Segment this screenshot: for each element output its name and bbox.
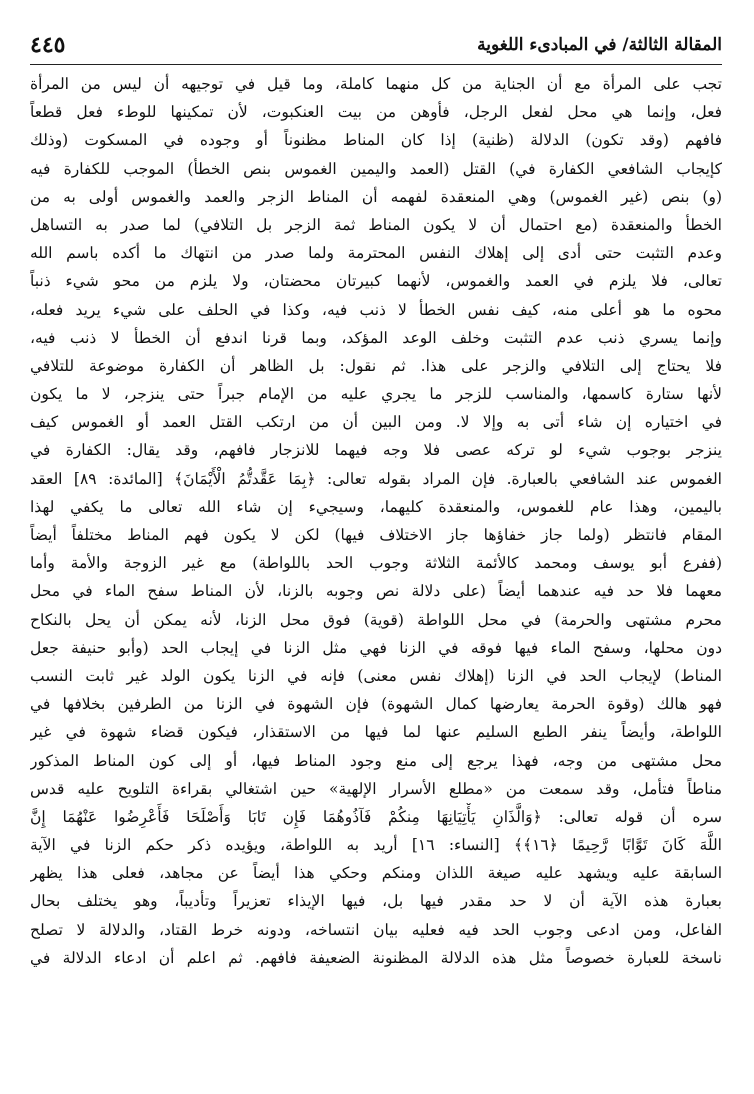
text-line: فعل، وإنما هي محل لفعل الرجل، فأوهن من بيت العنكبوت، لأن تمكينها للوطء فعل قطعاً bbox=[30, 103, 722, 122]
text-line: فلا يحتاج إلى التلافي والزجر على هذا. ثم نقول: بل الظاهر أن الكفارة موضوعة للتلافي bbox=[30, 356, 722, 375]
text-line: المناط) لإيجاب الحد في الزنا (إهلاك نفس معنى) فإنه في الزنا يكون الولد غير ثابت النسب bbox=[30, 666, 722, 685]
text-line: اللَّهَ كَانَ تَوَّابًا رَّحِيمًا ﴿١٦﴾﴾ [النساء: ١٦] أريد به اللواطة، ويؤيده ذكر حكم الزنا في الآية bbox=[30, 836, 722, 855]
running-title: المقالة الثالثة/ في المبادىء اللغوية bbox=[477, 35, 722, 55]
text-line: باليمين، وهذا عام للغموس، والمنعقدة كليهما، وسيجيء إن شاء الله تعالى ما يكفي لهذا bbox=[30, 497, 722, 516]
text-line: في اختياره إن شاء أتى به وإلا لا. ومن البين أن من ارتكب القتل العمد أو الغموس كيف bbox=[30, 413, 722, 432]
text-line: محوه ما هو أعلى منه، كيف نفس الخطأ لا ذنب فيه، وكذا في الحلف على شيء يريد فعله، bbox=[30, 300, 722, 319]
text-line: دون محلها، وسفح الماء فيها فوقه في الزنا فهي مثل الزنا في إيجاب الحد (وأبو حنيفة جعل bbox=[30, 638, 722, 657]
body-text bbox=[30, 70, 722, 972]
text-line: (و) بنص (غير الغموس) وهي المنعقدة لفهمه أن المناط الزجر والعمد والغموس أولى به من bbox=[30, 187, 722, 206]
text-line: معهما فلا حد فيه عندهما أيضاً (على دلالة نص وجوبه بالزنا، لأن المناط سفح الماء في محل bbox=[30, 582, 722, 601]
text-line: بعبارة هذه الآية أن لا حد مقدر فيها بل، فيها الإيذاء تعزيراً وتأديباً، وهو يختلف بحال bbox=[30, 892, 722, 911]
text-line: مناطاً فتأمل، وقد سمعت من «مطلع الأسرار الإلهية» حين اشتغالي بقراءة التلويح عليه قدس bbox=[30, 779, 722, 798]
text-line: لأنها ستارة كاسمها، والمناسب للزجر ما يجري عليه من الإمام جبراً حتى ينزجر، لا ما يكون bbox=[30, 385, 722, 404]
text-line: السابقة عليه ويشهد عليه صيغة اللذان ومنكم وحكي هذا أيضاً عن مجاهد، فعلى هذا يظهر bbox=[30, 864, 722, 883]
text-line: ناسخة للعبارة خصوصاً مثل هذه الدلالة المظنونة الضعيفة فافهم. ثم اعلم أن ادعاء الدلالة في bbox=[30, 948, 722, 967]
text-line: تعالى، فلا يلزم في العمد والغموس، لأنهما كبيرتان محضتان، ولا يلزم من محو شيء ذنباً bbox=[30, 272, 722, 291]
text-line: الخطأ والمنعقدة (مع احتمال أن لا يكون المناط ثمة الزجر بل التلافي) لما صدر به التساهل bbox=[30, 215, 722, 234]
text-line: تجب على المرأة مع أن الجناية من كل منهما كاملة، وما قيل في توجيهه أن ليس من المرأة bbox=[30, 75, 722, 93]
text-line: الغموس عند الشافعي بالعبارة. فإن المراد بقوله تعالى: ﴿بِمَا عَقَّدتُّمُ الْأَيْمَانَ﴾ [المائدة: ٨٩] العقد bbox=[30, 469, 722, 488]
text-line: محرم مشتهى والحرمة) في محل اللواطة (قوية) فوق محل الزنا، لأنه يمكن أن يحل بالنكاح bbox=[30, 610, 722, 629]
text-line: سره أن قوله تعالى: ﴿وَالَّذَانِ يَأْتِيَانِهَا مِنكُمْ فَآذُوهُمَا فَإِن تَابَا وَأَصْلَحَا فَأَعْرِضُوا عَنْهُمَا إِنَّ bbox=[30, 807, 722, 826]
text-line: محل مشتهى من وجه، فهذا يرجع إلى منع وجود المناط فيها، أو إلى كون المناط المذكور bbox=[30, 751, 722, 770]
text-line: وعدم التثبت حتى أدى إلى إهلاك النفس المحترمة ولما صدر من انتهاك ما أكده باسم الله bbox=[30, 244, 722, 263]
text-line: فافهم (وقد تكون) الدلالة (ظنية) إذا كان المناط مظنوناً أو وجوده في المسكوت (وذلك bbox=[30, 131, 722, 150]
text-line: الفاعل، ومن ادعى وجوب الحد فيه فعليه بيان انتساخه، ودونه خرط القتاد، والدلالة لا تصلح bbox=[30, 920, 722, 939]
text-line: (ففرع أبو يوسف ومحمد كالأئمة الثلاثة وجوب الحد باللواطة) مع غير الزوجة والأمة وأما bbox=[30, 554, 722, 573]
text-line: اللواطة، وأيضاً ينفر الطبع السليم عنها لما فيها من الاستقذار، فيكون قضاء شهوة في غير bbox=[30, 723, 722, 742]
header-divider bbox=[30, 64, 722, 65]
page-number: ٤٤٥ bbox=[30, 32, 66, 58]
text-line: فهو هالك (وقوة الحرمة يعارضها كمال الشهوة) فإن الشهوة في الزنا من الطرفين بخلافها في bbox=[30, 695, 722, 714]
text-line: كإيجاب الشافعي الكفارة في) القتل (العمد واليمين الغموس بنص الخطأ) الموجب للكفارة فيه bbox=[30, 159, 722, 178]
text-line: ينزجر بوجوب شيء لو تركه عصى فلا وجه فيهما للانزجار فافهم، وقد يقال: الكفارة في bbox=[30, 441, 722, 460]
text-line: وإنما يسري ذنب عدم التثبت وخلف الوعد المؤكد، وبما قرنا اندفع أن الخطأ لا ذنب فيه، bbox=[30, 328, 722, 347]
text-line: المقام فانتظر (ولما جاز خفاؤها جاز الاختلاف فيها) لكن لا يكون فهم المناط مختلفاً أيضاً bbox=[30, 526, 722, 544]
page-header bbox=[30, 28, 722, 62]
